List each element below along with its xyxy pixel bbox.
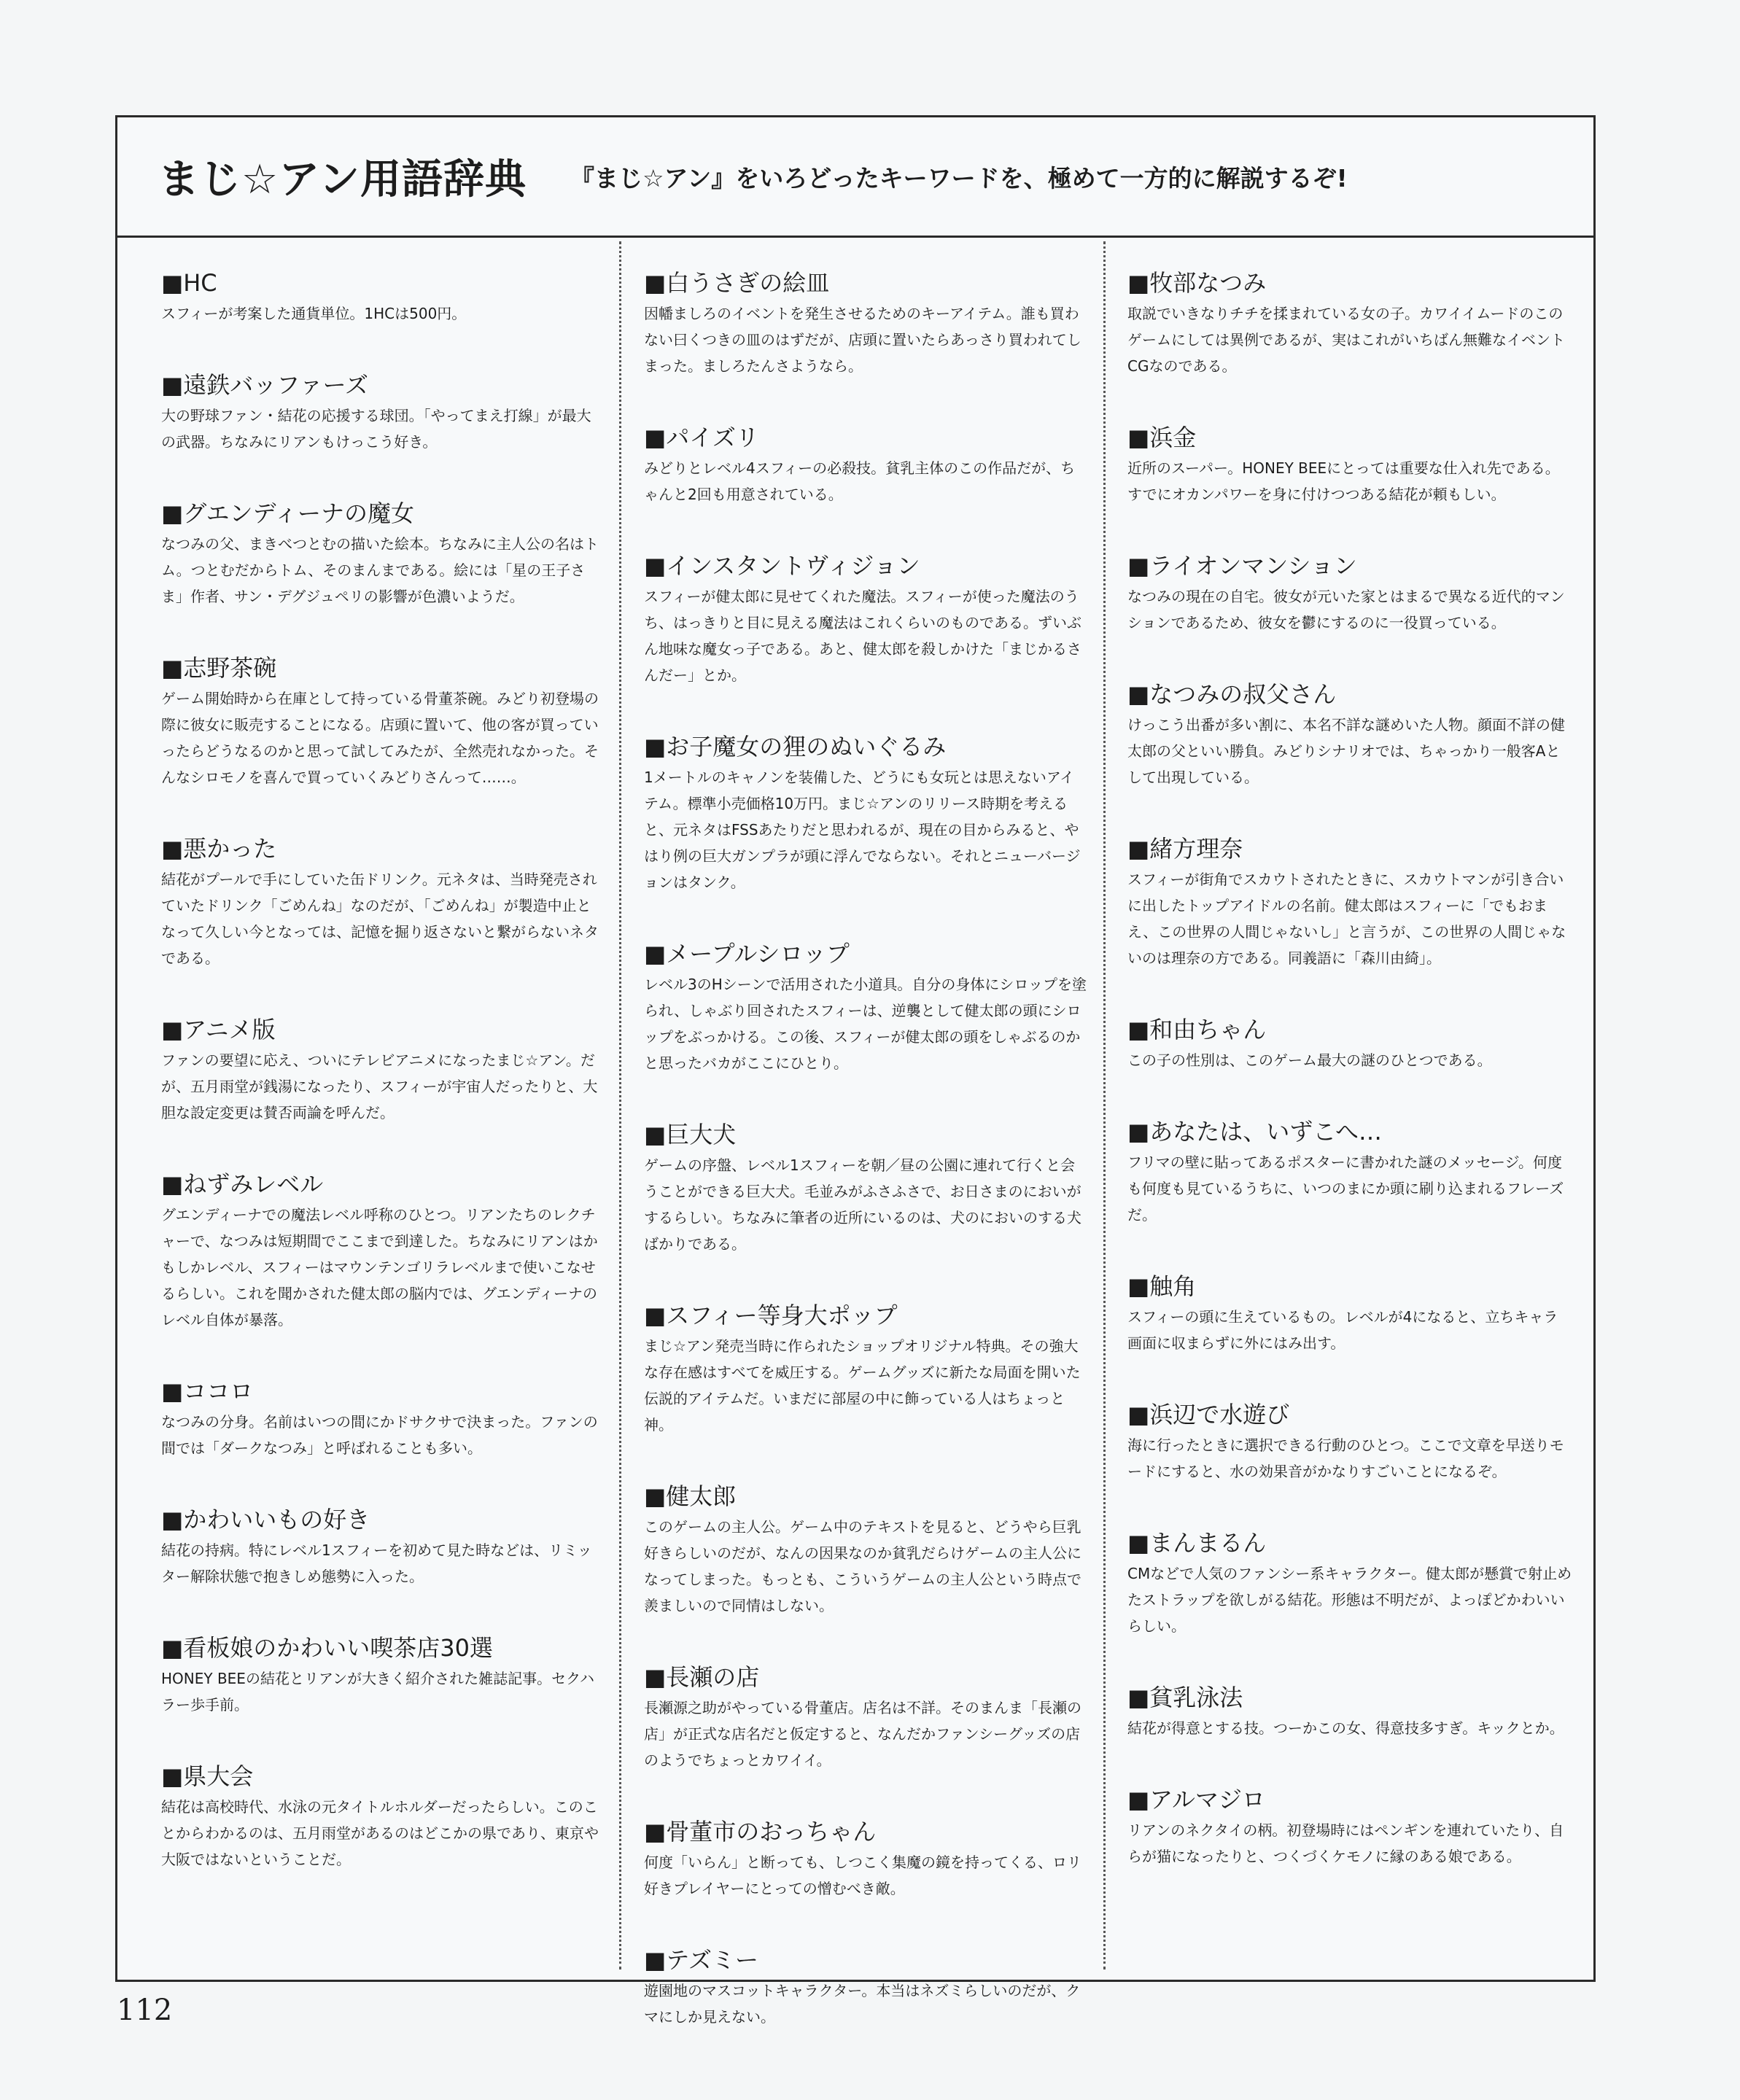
glossary-entry	[644, 267, 1089, 379]
glossary-entry	[644, 1944, 1089, 2030]
entry-description: 1メートルのキャノンを装備した、どうにも女玩とは思えないアイテム。標準小売価格10万円。まじ☆アンのリリース時期を考えると、元ネタはFSSあたりだと思われるが、現在の目からみると、やはり例の巨大ガンプラが頭に浮んでならない。それとニューバージョンはタンク。	[644, 769, 1081, 891]
glossary-entry	[1127, 1014, 1572, 1073]
entry-description: なつみの父、まきべつとむの描いた絵本。ちなみに主人公の名はトム。つとむだからトム、そのまんまである。絵には「星の王子さま」作者、サン・デグジュペリの影響が色濃いようだ。	[161, 535, 599, 605]
entry-description: 海に行ったときに選択できる行動のひとつ。ここで文章を早送りモードにすると、水の効果音がかなりすごいことになるぞ。	[1127, 1436, 1564, 1480]
entry-term: ■牧部なつみ	[1127, 269, 1267, 297]
glossary-entry	[1127, 1399, 1572, 1485]
entry-term: ■テズミー	[644, 1946, 758, 1974]
entry-term: ■悪かった	[161, 835, 277, 863]
entry-term: ■HC	[161, 269, 217, 297]
glossary-entry	[1127, 833, 1572, 971]
glossary-entry	[161, 1375, 599, 1461]
glossary-entry	[161, 369, 599, 455]
entry-term: ■浜金	[1127, 424, 1197, 451]
entry-description: グエンディーナでの魔法レベル呼称のひとつ。リアンたちのレクチャーで、なつみは短期間でここまで到達した。ちなみにリアンはかもしかレベル、スフィーはマウンテンゴリラレベルまで使いこなせるらしい。これを聞かされた健太郎の脳内では、グエンディーナのレベル自体が暴落。	[161, 1206, 598, 1329]
glossary-entry	[161, 1014, 599, 1126]
entry-description: 結花が得意とする技。つーかこの女、得意技多すぎ。キックとか。	[1127, 1719, 1564, 1737]
column-divider	[619, 241, 621, 1969]
entry-description: スフィーが考案した通貨単位。1HCは500円。	[161, 305, 467, 322]
header	[117, 117, 1593, 238]
entry-description: 近所のスーパー。HONEY BEEにとっては重要な仕入れ先である。すでにオカンパワーを身に付けつつある結花が頼もしい。	[1127, 459, 1560, 503]
entry-description: まじ☆アン発売当時に作られたショップオリジナル特典。その強大な存在感はすべてを威圧する。ゲームグッズに新たな局面を開いた伝説的アイテムだ。いまだに部屋の中に飾っている人はちょっと神。	[644, 1337, 1081, 1434]
entry-term: ■看板娘のかわいい喫茶店30選	[161, 1634, 493, 1662]
entry-term: ■健太郎	[644, 1482, 737, 1510]
entry-description: レベル3のHシーンで活用された小道具。自分の身体にシロップを塗られ、しゃぶり回されたスフィーは、逆襲として健太郎の頭にシロップをぶっかける。この後、スフィーが健太郎の頭をしゃぶるのかと思ったバカがここにひとり。	[644, 976, 1087, 1072]
entry-description: フリマの壁に貼ってあるポスターに書かれた謎のメッセージ。何度も何度も見ているうちに、いつのまにか頭に刷り込まれるフレーズだ。	[1127, 1154, 1564, 1224]
entry-term: ■ライオンマンション	[1127, 552, 1357, 580]
entry-description: ゲーム開始時から在庫として持っている骨董茶碗。みどり初登場の際に彼女に販売することになる。店頭に置いて、他の客が買っていったらどうなるのかと思って試してみたが、全然売れなかった。そんなシロモノを喜んで買っていくみどりさんって……。	[161, 690, 599, 786]
entry-term: ■インスタントヴィジョン	[644, 552, 920, 580]
glossary-entry	[644, 550, 1089, 688]
glossary-entry	[644, 1480, 1089, 1619]
glossary-entry	[161, 1632, 599, 1718]
entry-description: 因幡ましろのイベントを発生させるためのキーアイテム。誰も買わない曰くつきの皿のはずだが、店頭に置いたらあっさり買われてしまった。ましろたんさようなら。	[644, 305, 1081, 375]
column-divider	[1103, 241, 1106, 1969]
entry-term: ■巨大犬	[644, 1121, 737, 1148]
glossary-entry	[161, 1504, 599, 1590]
glossary-column-1	[161, 267, 599, 1915]
entry-description: スフィーが健太郎に見せてくれた魔法。スフィーが使った魔法のうち、はっきりと目に見える魔法はこれくらいのものである。ずいぶん地味な魔女っ子である。あと、健太郎を殺しかけた「まじかるさんだー」とか。	[644, 588, 1081, 684]
glossary-entry	[1127, 421, 1572, 508]
entry-term: ■浜辺で水遊び	[1127, 1401, 1290, 1428]
page-title: まじ☆アン用語辞典	[158, 156, 527, 203]
entry-term: ■グエンディーナの魔女	[161, 499, 415, 527]
entry-description: ファンの要望に応え、ついにテレビアニメになったまじ☆アン。だが、五月雨堂が銭湯になったり、スフィーが宇宙人だったりと、大胆な設定変更は賛否両論を呼んだ。	[161, 1051, 598, 1121]
entry-description: 結花の持病。特にレベル1スフィーを初めて見た時などは、リミッター解除状態で抱きしめ態勢に入った。	[161, 1541, 592, 1585]
entry-term: ■あなたは、いずこへ…	[1127, 1118, 1382, 1146]
entry-term: ■お子魔女の狸のぬいぐるみ	[644, 733, 947, 761]
entry-term: ■アニメ版	[161, 1016, 276, 1043]
entry-description: 遊園地のマスコットキャラクター。本当はネズミらしいのだが、クマにしか見えない。	[644, 1982, 1081, 2026]
entry-term: ■ココロ	[161, 1377, 254, 1405]
glossary-column-3	[1127, 267, 1572, 1912]
glossary-entry	[161, 1760, 599, 1872]
entry-description: ゲームの序盤、レベル1スフィーを朝／昼の公園に連れて行くと会うことができる巨大犬。毛並みがふさふさで、お日さまのにおいがするらしい。ちなみに筆者の近所にいるのは、犬のにおいのする犬ばかりである。	[644, 1156, 1081, 1253]
entry-term: ■白うさぎの絵皿	[644, 269, 830, 297]
entry-term: ■なつみの叔父さん	[1127, 680, 1337, 708]
entry-term: ■和由ちゃん	[1127, 1016, 1267, 1043]
entry-term: ■パイズリ	[644, 424, 759, 451]
entry-term: ■緒方理奈	[1127, 835, 1243, 863]
entry-term: ■遠鉄バッファーズ	[161, 371, 368, 399]
glossary-entry	[1127, 1116, 1572, 1228]
entry-term: ■触角	[1127, 1272, 1197, 1300]
glossary-entry	[1127, 1270, 1572, 1356]
glossary-entry	[161, 497, 599, 610]
glossary-entry	[161, 652, 599, 790]
entry-description: 何度「いらん」と断っても、しつこく集魔の鏡を持ってくる、ロリ好きプレイヤーにとっての憎むべき敵。	[644, 1854, 1081, 1897]
entry-term: ■ねずみレベル	[161, 1170, 324, 1198]
glossary-entry	[161, 1168, 599, 1333]
glossary-entry	[644, 1119, 1089, 1257]
entry-description: 結花は高校時代、水泳の元タイトルホルダーだったらしい。このことからわかるのは、五月雨堂があるのはどこかの県であり、東京や大阪ではないということだ。	[161, 1798, 599, 1868]
entry-description: 結花がプールで手にしていた缶ドリンク。元ネタは、当時発売されていたドリンク「ごめんね」なのだが、「ごめんね」が製造中止となって久しい今となっては、記憶を掘り返さないと繋がらないネタである。	[161, 871, 599, 967]
entry-term: ■志野茶碗	[161, 654, 277, 682]
entry-term: ■メープルシロップ	[644, 940, 850, 968]
glossary-entry	[644, 938, 1089, 1076]
entry-description: このゲームの主人公。ゲーム中のテキストを見ると、どうやら巨乳好きらしいのだが、なんの因果なのか貧乳だらけゲームの主人公になってしまった。もっとも、こういうゲームの主人公という時点で羨ましいので同情はしない。	[644, 1518, 1081, 1614]
entry-term: ■貧乳泳法	[1127, 1684, 1243, 1711]
glossary-entry	[1127, 267, 1572, 379]
page-number: 112	[117, 1994, 173, 2027]
entry-description: HONEY BEEの結花とリアンが大きく紹介された雑誌記事。セクハラー歩手前。	[161, 1670, 594, 1714]
page-subtitle: 『まじ☆アン』をいろどったキーワードを、極めて一方的に解説するぞ!	[570, 163, 1348, 192]
entry-term: ■アルマジロ	[1127, 1786, 1265, 1813]
entry-description: けっこう出番が多い割に、本名不詳な謎めいた人物。顔面不詳の健太郎の父といい勝負。みどりシナリオでは、ちゃっかり一般客Aとして出現している。	[1127, 716, 1565, 786]
entry-description: なつみの分身。名前はいつの間にかドサクサで決まった。ファンの間では「ダークなつみ」と呼ばれることも多い。	[161, 1413, 598, 1457]
entry-description: 長瀬源之助がやっている骨董店。店名は不詳。そのまんま「長瀬の店」が正式な店名だと仮定すると、なんだかファンシーグッズの店のようでちょっとカワイイ。	[644, 1699, 1081, 1769]
entry-description: スフィーが街角でスカウトされたときに、スカウトマンが引き合いに出したトップアイドルの名前。健太郎はスフィーに「でもおまえ、この世界の人間じゃないし」と言うが、この世界の人間じゃないのは理奈の方である。同義語に「森川由綺」。	[1127, 871, 1566, 967]
entry-description: みどりとレベル4スフィーの必殺技。貧乳主体のこの作品だが、ちゃんと2回も用意されている。	[644, 459, 1076, 503]
glossary-entry	[1127, 1527, 1572, 1639]
entry-description: なつみの現在の自宅。彼女が元いた家とはまるで異なる近代的マンションであるため、彼女を鬱にするのに一役買っている。	[1127, 588, 1565, 631]
entry-description: CMなどで人気のファンシー系キャラクター。健太郎が懸賞で射止めたストラップを欲しがる結花。形態は不明だが、よっぽどかわいいらしい。	[1127, 1565, 1572, 1635]
glossary-entry	[644, 1299, 1089, 1438]
entry-description: 大の野球ファン・結花の応援する球団。「やってまえ打線」が最大の武器。ちなみにリアンもけっこう好き。	[161, 407, 591, 451]
glossary-entry	[1127, 1784, 1572, 1870]
glossary-entry	[1127, 1681, 1572, 1741]
entry-term: ■スフィー等身大ポップ	[644, 1302, 898, 1329]
entry-description: この子の性別は、このゲーム最大の謎のひとつである。	[1127, 1051, 1492, 1069]
glossary-entry	[644, 1816, 1089, 1902]
glossary-entry	[161, 267, 599, 327]
glossary-entry	[644, 1661, 1089, 1773]
entry-term: ■かわいいもの好き	[161, 1506, 370, 1533]
entry-description: リアンのネクタイの柄。初登場時にはペンギンを連れていたり、自らが猫になったりと、つくづくケモノに縁のある娘である。	[1127, 1821, 1564, 1865]
entry-term: ■骨董市のおっちゃん	[644, 1818, 877, 1846]
glossary-entry	[644, 731, 1089, 895]
glossary-entry	[161, 833, 599, 971]
glossary-column-2	[644, 267, 1089, 2072]
entry-term: ■まんまるん	[1127, 1529, 1267, 1557]
entry-term: ■県大会	[161, 1762, 254, 1790]
entry-description: 取説でいきなりチチを揉まれている女の子。カワイイムードのこのゲームにしては異例であるが、実はこれがいちばん無難なイベントCGなのである。	[1127, 305, 1565, 375]
entry-term: ■長瀬の店	[644, 1663, 760, 1691]
glossary-entry	[644, 421, 1089, 508]
entry-description: スフィーの頭に生えているもの。レベルが4になると、立ちキャラ画面に収まらずに外にはみ出す。	[1127, 1308, 1558, 1352]
glossary-entry	[1127, 550, 1572, 636]
glossary-entry	[1127, 678, 1572, 790]
